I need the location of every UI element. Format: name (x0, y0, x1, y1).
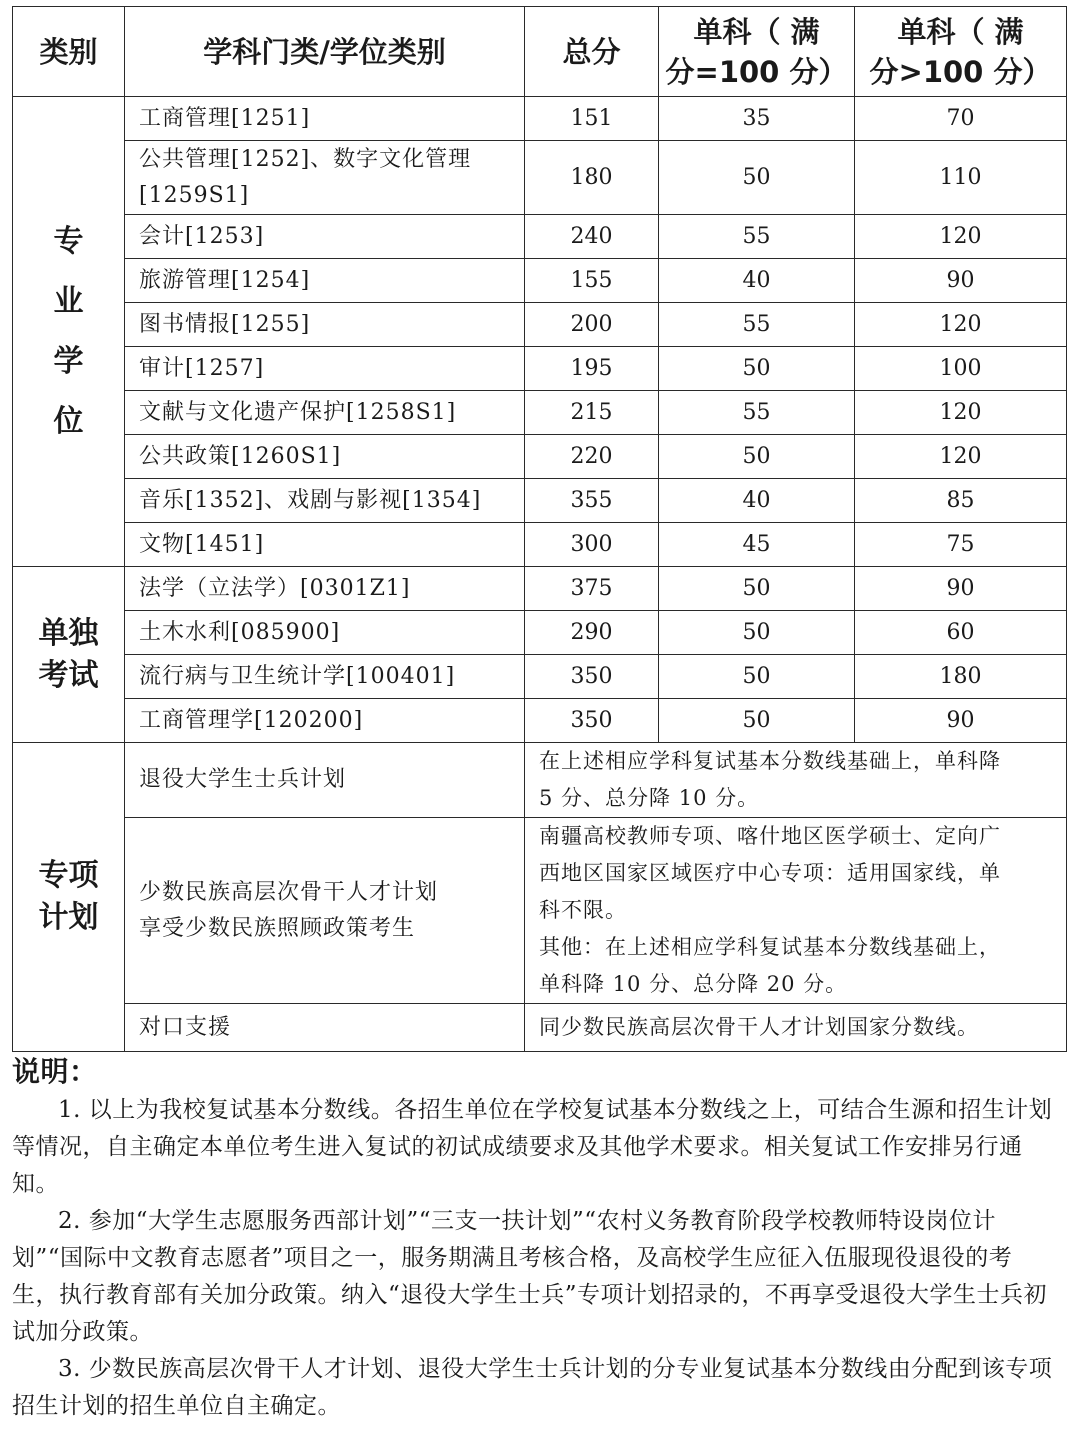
total-score: 355 (525, 479, 659, 523)
discipline-name: 文献与文化遗产保护[1258S1] (125, 391, 525, 435)
note-line: 西地区国家区域医疗中心专项：适用国家线，单 (539, 861, 1001, 885)
notes-heading: 说明： (12, 1055, 98, 1088)
category-line: 单独 (38, 615, 99, 651)
category-char: 专 (53, 223, 84, 259)
header-total: 总分 (525, 7, 659, 97)
category-char: 位 (53, 403, 84, 439)
single-100-score: 50 (659, 655, 855, 699)
note-paragraph-2: 2. 参加“大学生志愿服务西部计划”“三支一扶计划”“农村义务教育阶段学校教师特设岗位计划”“国际中文教育志愿者”项目之一，服务期满且考核合格，及高校学生应征入伍服现役退役的考生，执行教育部有关加分政策。纳入“退役大学生士兵”专项计划招录的，不再享受退役大学生士兵初试加分政策。 (12, 1208, 1048, 1345)
note-line: 单科降 10 分、总分降 20 分。 (539, 972, 848, 996)
single-100-score: 35 (659, 97, 855, 141)
total-score: 155 (525, 259, 659, 303)
header-single-100-line2: 分=100 分） (665, 54, 848, 89)
total-score: 300 (525, 523, 659, 567)
note-line: 南疆高校教师专项、喀什地区医学硕士、定向广 (539, 824, 1001, 848)
single-over-100-score: 100 (855, 347, 1067, 391)
discipline-name: 公共政策[1260S1] (125, 435, 525, 479)
special-plan-name-line1: 少数民族高层次骨干人才计划 (139, 879, 439, 905)
category-line: 专项 (38, 858, 99, 893)
category-professional (13, 97, 125, 567)
single-100-score: 40 (659, 259, 855, 303)
discipline-name: 工商管理[1251] (125, 97, 525, 141)
note-line: 在上述相应学科复试基本分数线基础上，单科降 (539, 749, 1001, 773)
total-score: 180 (525, 141, 659, 215)
single-over-100-score: 110 (855, 141, 1067, 215)
single-over-100-score: 90 (855, 567, 1067, 611)
table-row (13, 141, 1067, 215)
special-plan-note (525, 743, 1067, 818)
notes-section (12, 1052, 1058, 1425)
header-single-100-line1: 单科（ 满 (693, 14, 820, 49)
category-special (13, 743, 125, 1052)
single-100-score: 50 (659, 435, 855, 479)
single-100-score: 50 (659, 347, 855, 391)
single-100-score: 45 (659, 523, 855, 567)
table-row (13, 699, 1067, 743)
table-row (13, 391, 1067, 435)
score-table (12, 6, 1067, 1052)
table-row (13, 215, 1067, 259)
special-plan-name-line2: 享受少数民族照顾政策考生 (139, 915, 416, 941)
single-over-100-score: 120 (855, 391, 1067, 435)
total-score: 200 (525, 303, 659, 347)
table-row (13, 259, 1067, 303)
total-score: 215 (525, 391, 659, 435)
header-row (13, 7, 1067, 97)
special-plan-name (125, 818, 525, 1004)
table-row (13, 1004, 1067, 1052)
single-over-100-score: 90 (855, 699, 1067, 743)
single-100-score: 40 (659, 479, 855, 523)
special-plan-name: 对口支援 (125, 1004, 525, 1052)
category-char: 业 (53, 283, 84, 319)
header-category: 类别 (13, 7, 125, 97)
header-single-100 (659, 7, 855, 97)
table-row (13, 97, 1067, 141)
total-score: 350 (525, 699, 659, 743)
single-100-score: 50 (659, 611, 855, 655)
discipline-name: 土木水利[085900] (125, 611, 525, 655)
discipline-name: 工商管理学[120200] (125, 699, 525, 743)
total-score: 290 (525, 611, 659, 655)
category-line: 计划 (38, 900, 99, 935)
single-100-score: 55 (659, 391, 855, 435)
single-over-100-score: 120 (855, 215, 1067, 259)
single-over-100-score: 60 (855, 611, 1067, 655)
table-row (13, 303, 1067, 347)
special-plan-note: 同少数民族高层次骨干人才计划国家分数线。 (525, 1004, 1067, 1052)
table-row (13, 818, 1067, 1004)
table-row (13, 479, 1067, 523)
discipline-name: 图书情报[1255] (125, 303, 525, 347)
total-score: 195 (525, 347, 659, 391)
discipline-name: 审计[1257] (125, 347, 525, 391)
special-plan-note (525, 818, 1067, 1004)
single-over-100-score: 120 (855, 435, 1067, 479)
category-line: 考试 (38, 657, 99, 693)
table-row (13, 567, 1067, 611)
discipline-name-line2: [1259S1] (139, 182, 250, 208)
discipline-name-line1: 公共管理[1252]、数字文化管理 (139, 146, 472, 172)
total-score: 220 (525, 435, 659, 479)
total-score: 240 (525, 215, 659, 259)
discipline-name (125, 141, 525, 215)
total-score: 350 (525, 655, 659, 699)
single-over-100-score: 70 (855, 97, 1067, 141)
single-over-100-score: 180 (855, 655, 1067, 699)
table-row (13, 435, 1067, 479)
note-line: 科不限。 (539, 898, 627, 922)
total-score: 375 (525, 567, 659, 611)
header-discipline: 学科门类/学位类别 (125, 7, 525, 97)
note-line: 5 分、总分降 10 分。 (539, 786, 760, 810)
single-100-score: 50 (659, 141, 855, 215)
table-row (13, 743, 1067, 818)
discipline-name: 流行病与卫生统计学[100401] (125, 655, 525, 699)
table-row (13, 611, 1067, 655)
discipline-name: 文物[1451] (125, 523, 525, 567)
discipline-name: 法学（立法学）[0301Z1] (125, 567, 525, 611)
note-line: 其他：在上述相应学科复试基本分数线基础上， (539, 935, 1001, 959)
header-single-over-100 (855, 7, 1067, 97)
single-100-score: 50 (659, 567, 855, 611)
category-independent (13, 567, 125, 743)
single-over-100-score: 85 (855, 479, 1067, 523)
single-100-score: 50 (659, 699, 855, 743)
table-row (13, 523, 1067, 567)
discipline-name: 会计[1253] (125, 215, 525, 259)
discipline-name: 旅游管理[1254] (125, 259, 525, 303)
single-100-score: 55 (659, 303, 855, 347)
table-row (13, 347, 1067, 391)
single-100-score: 55 (659, 215, 855, 259)
single-over-100-score: 75 (855, 523, 1067, 567)
discipline-name: 音乐[1352]、戏剧与影视[1354] (125, 479, 525, 523)
table-row (13, 655, 1067, 699)
category-char: 学 (53, 343, 84, 379)
single-over-100-score: 120 (855, 303, 1067, 347)
note-paragraph-3: 3. 少数民族高层次骨干人才计划、退役大学生士兵计划的分专业复试基本分数线由分配到该专项招生计划的招生单位自主确定。 (12, 1356, 1053, 1419)
header-single-over-100-line1: 单科（ 满 (897, 14, 1024, 49)
header-single-over-100-line2: 分>100 分） (869, 54, 1052, 89)
single-over-100-score: 90 (855, 259, 1067, 303)
special-plan-name: 退役大学生士兵计划 (125, 743, 525, 818)
total-score: 151 (525, 97, 659, 141)
note-paragraph-1: 1. 以上为我校复试基本分数线。各招生单位在学校复试基本分数线之上，可结合生源和招生计划等情况，自主确定本单位考生进入复试的初试成绩要求及其他学术要求。相关复试工作安排另行通知。 (12, 1097, 1053, 1197)
